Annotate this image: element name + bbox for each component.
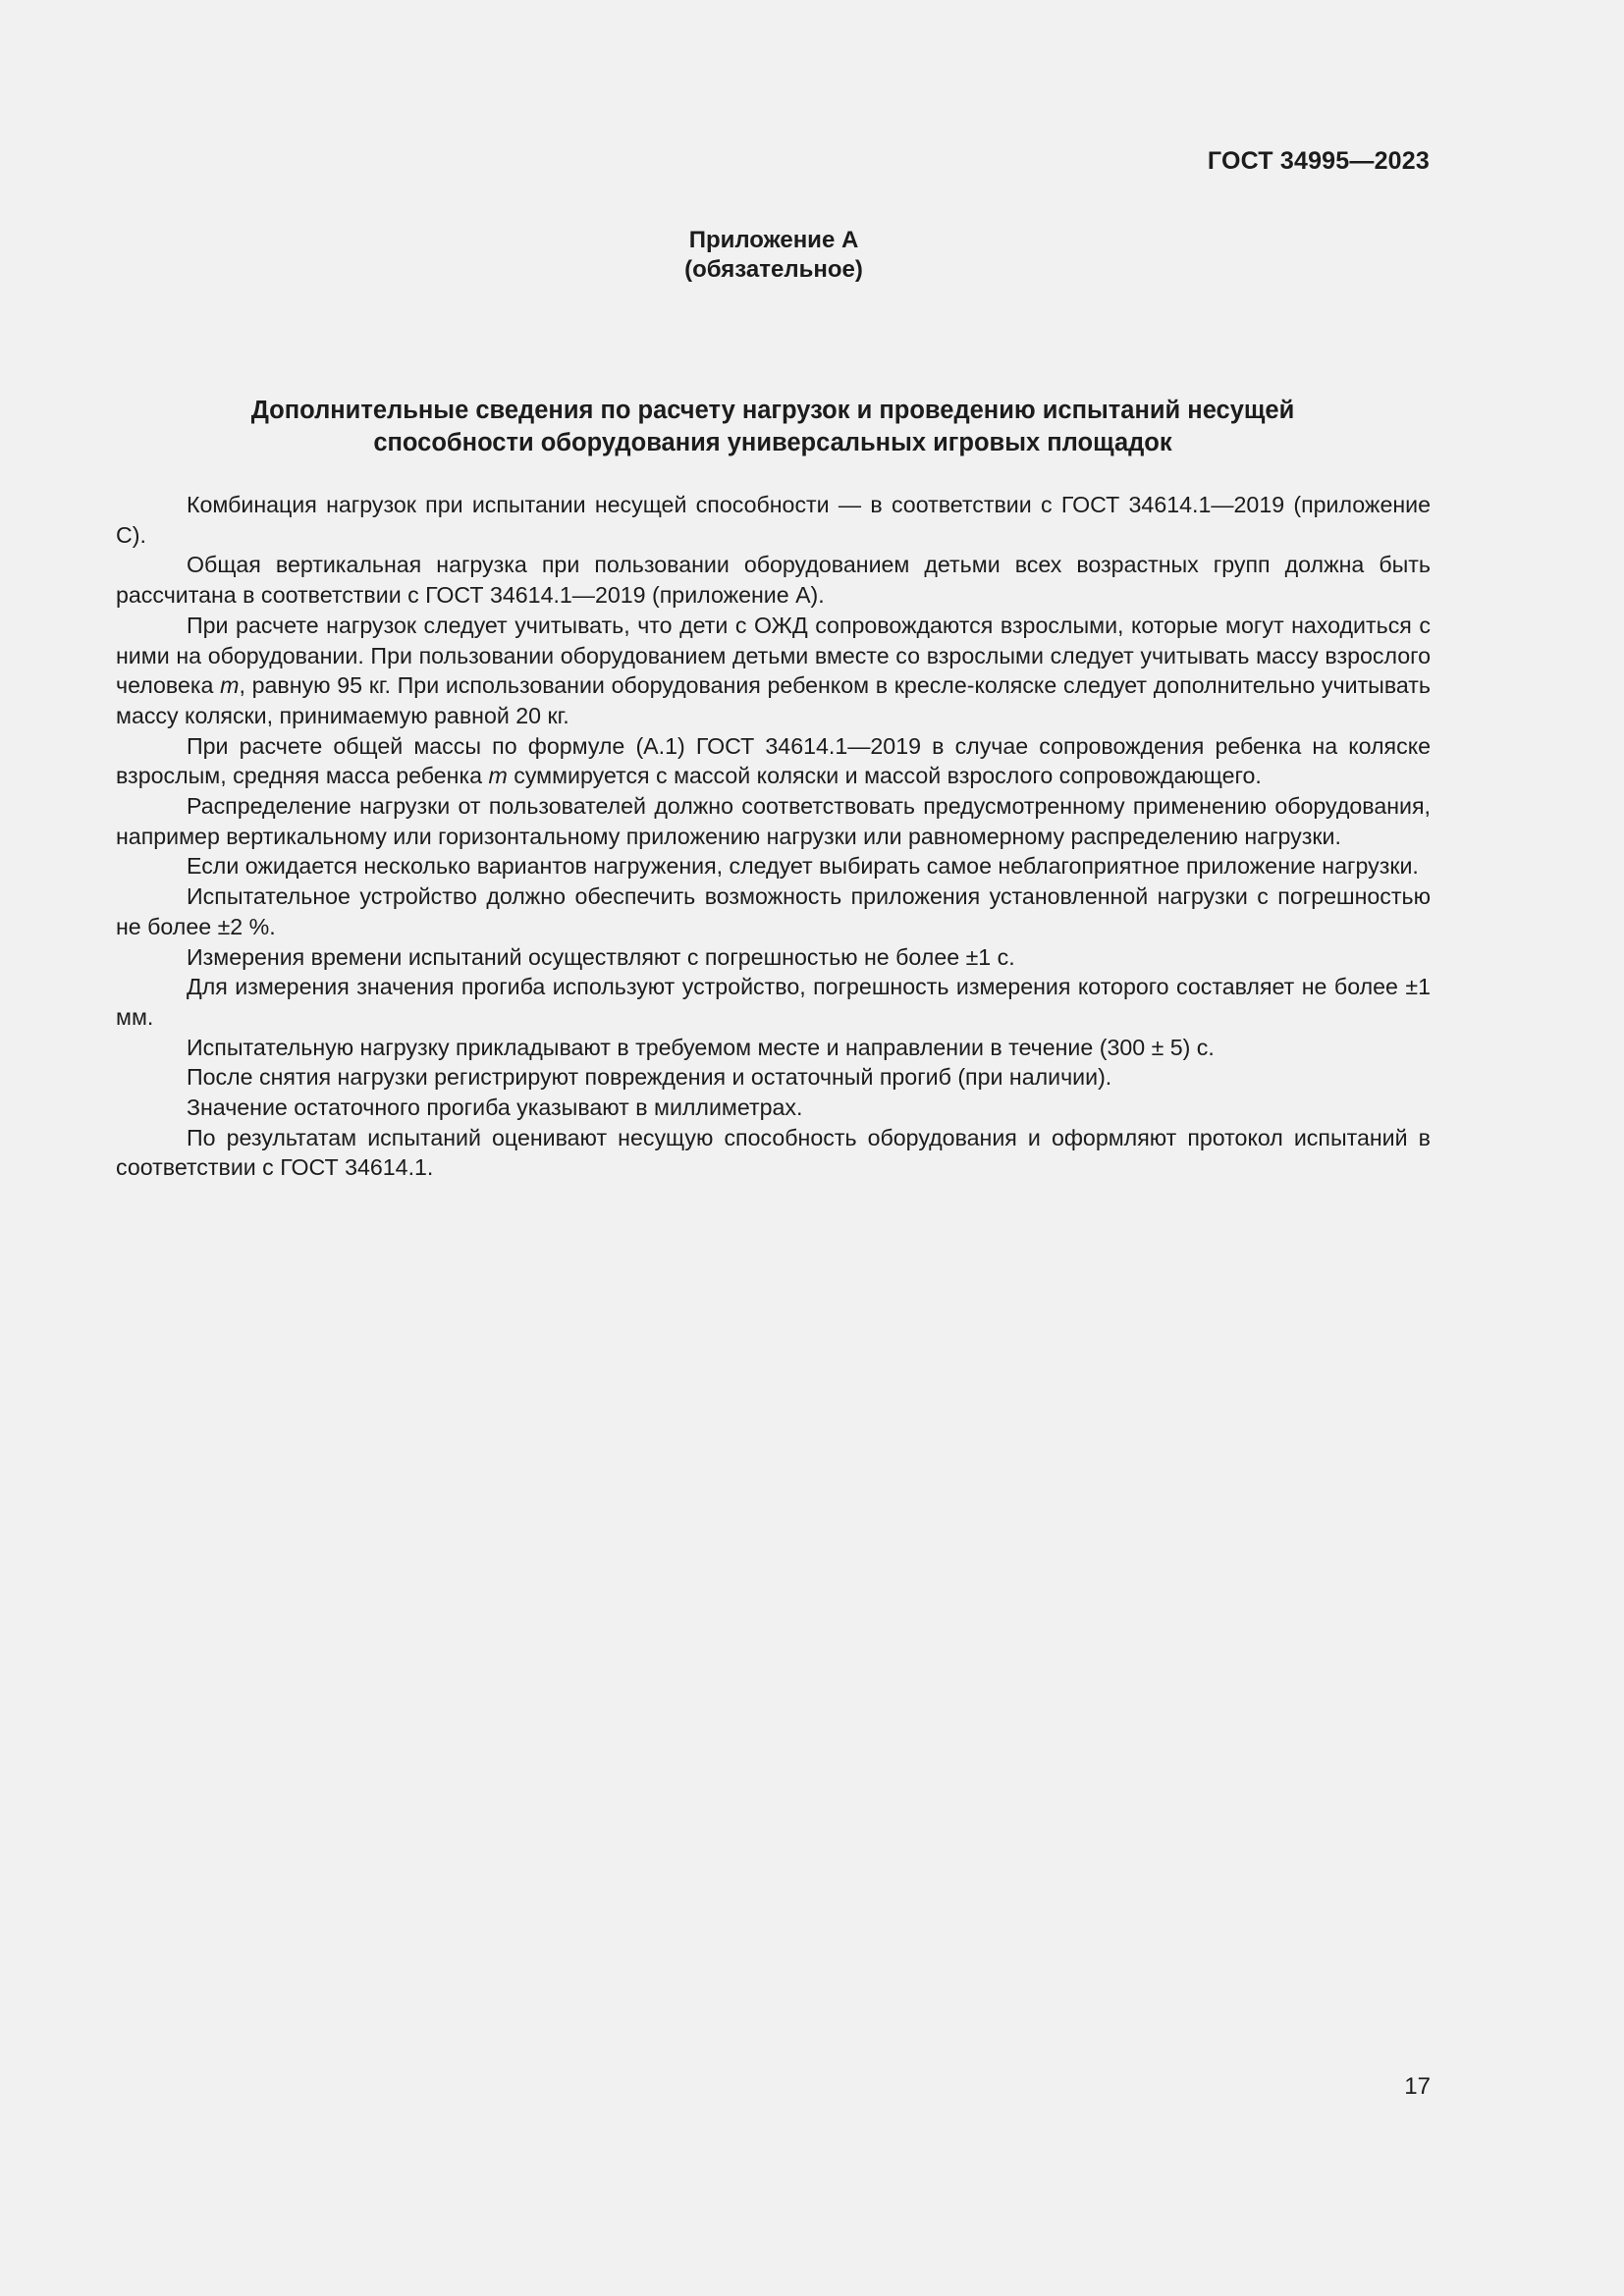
paragraph-12: Значение остаточного прогиба указывают в миллиметрах. <box>187 1095 803 1121</box>
section-title <box>116 395 1430 459</box>
annex-heading <box>0 226 1547 285</box>
document-code: ГОСТ 34995—2023 <box>1207 147 1430 175</box>
page-number: 17 <box>1404 2073 1431 2100</box>
paragraph-4-text-b: суммируется с массой коляски и массой взрослого сопровождающего. <box>507 763 1262 789</box>
paragraph-10: Испытательную нагрузку прикладывают в требуемом месте и направлении в течение (300 ± 5) с. <box>187 1034 1215 1060</box>
paragraph-9: Для измерения значения прогиба используют устройство, погрешность измерения которого составляет не более ±1 мм. <box>116 974 1431 1030</box>
paragraph-5: Распределение нагрузки от пользователей должно соответствовать предусмотренному применению оборудования, например вертикальному или горизонтальному приложению нагрузки или равномерному распределению нагрузки. <box>116 793 1431 849</box>
paragraph-3-text-a: При расчете нагрузок следует учитывать, что дети с ОЖД сопровождаются взрослыми, которые могут находиться с ними на оборудовании. При пользовании оборудованием детьми вместе со взрослыми следует учитывать массу взрослого человека <box>116 612 1431 699</box>
section-title-line-1: Дополнительные сведения по расчету нагрузок и проведению испытаний несущей <box>250 397 1295 424</box>
annex-title: Приложение А <box>688 227 859 253</box>
paragraph-1: Комбинация нагрузок при испытании несущей способности — в соответствии с ГОСТ 34614.1—2019 (приложение С). <box>116 492 1431 548</box>
paragraph-2: Общая вертикальная нагрузка при пользовании оборудованием детьми всех возрастных групп должна быть рассчитана в соответствии с ГОСТ 34614.1—2019 (приложение А). <box>116 552 1431 609</box>
body-text <box>116 490 1431 1183</box>
paragraph-11: После снятия нагрузки регистрируют повреждения и остаточный прогиб (при наличии). <box>187 1064 1112 1091</box>
paragraph-4-text-a: При расчете общей массы по формуле (А.1) ГОСТ 34614.1—2019 в случае сопровождения ребенка на коляске взрослым, средняя масса ребенка <box>116 732 1431 789</box>
section-title-line-2: способности оборудования универсальных игровых площадок <box>373 429 1172 456</box>
paragraph-3 <box>116 611 1431 731</box>
paragraph-6: Если ожидается несколько вариантов нагружения, следует выбирать самое неблагоприятное приложение нагрузки. <box>187 853 1419 880</box>
mass-variable: m <box>488 763 508 789</box>
mass-variable: m <box>220 672 240 699</box>
paragraph-3-text-b: , равную 95 кг. При использовании оборудования ребенком в кресле-коляске следует дополнительно учитывать массу коляски, принимаемую равной 20 кг. <box>116 672 1431 728</box>
paragraph-4 <box>116 731 1431 791</box>
paragraph-8: Измерения времени испытаний осуществляют с погрешностью не более ±1 с. <box>187 943 1015 970</box>
paragraph-7: Испытательное устройство должно обеспечить возможность приложения установленной нагрузки с погрешностью не более ±2 %. <box>116 883 1431 939</box>
paragraph-13: По результатам испытаний оценивают несущую способность оборудования и оформляют протокол испытаний в соответствии с ГОСТ 34614.1. <box>116 1124 1431 1181</box>
annex-status: (обязательное) <box>684 256 863 283</box>
